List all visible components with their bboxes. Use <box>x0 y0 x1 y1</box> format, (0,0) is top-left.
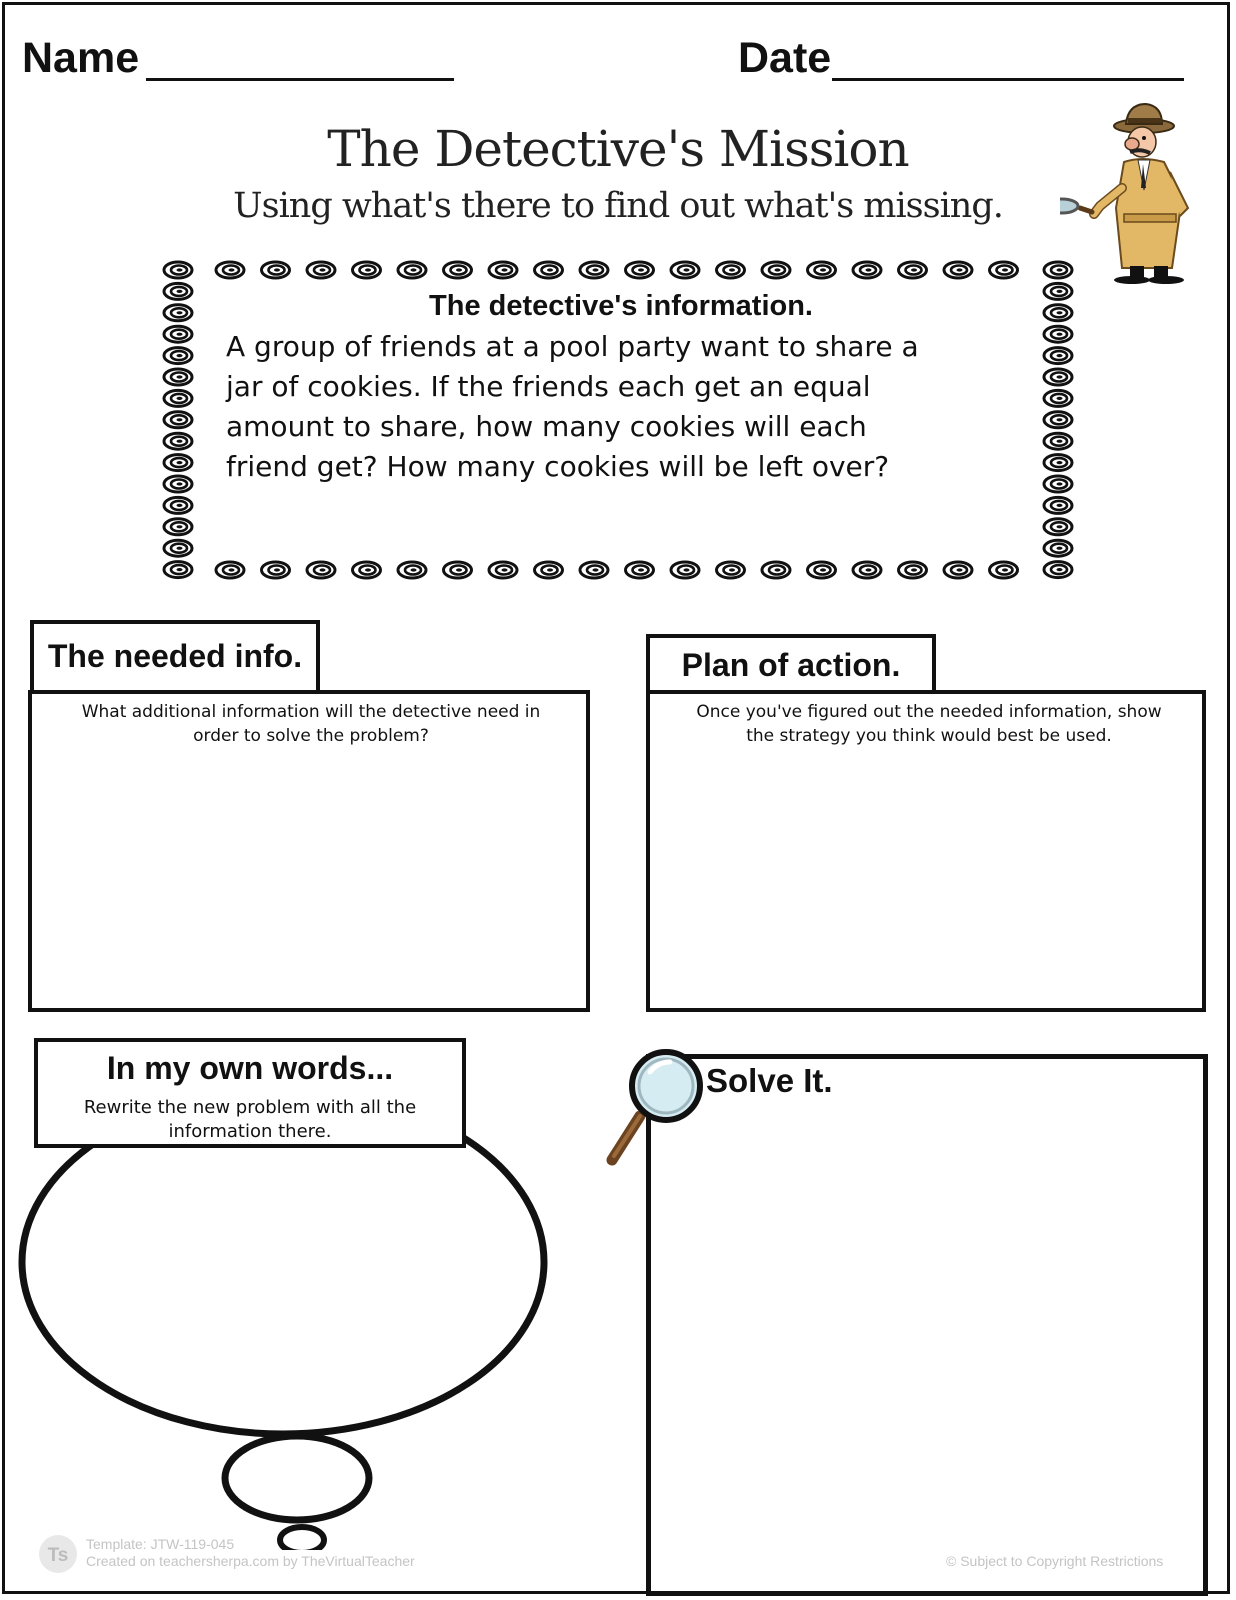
spiral-ornament <box>1044 433 1072 449</box>
spiral-ornament <box>164 497 192 513</box>
date-label: Date <box>738 34 832 82</box>
spiral-ornament <box>216 262 244 278</box>
spiral-ornament <box>164 262 192 278</box>
solve-it-box[interactable] <box>646 1054 1208 1596</box>
spiral-ornament <box>899 262 927 278</box>
spiral-ornament <box>899 562 927 578</box>
spiral-ornament <box>307 562 335 578</box>
spiral-ornament <box>262 262 290 278</box>
spiral-ornament <box>164 476 192 492</box>
spiral-ornament <box>808 262 836 278</box>
spiral-ornament <box>164 455 192 471</box>
spiral-ornament <box>164 369 192 385</box>
worksheet-title: The Detective's Mission <box>327 120 909 178</box>
spiral-ornament <box>1044 540 1072 556</box>
spiral-ornament <box>944 262 972 278</box>
spiral-ornament <box>1044 305 1072 321</box>
spiral-ornament <box>626 262 654 278</box>
thought-bubble-icon <box>0 1080 590 1550</box>
spiral-ornament <box>1044 497 1072 513</box>
spiral-ornament <box>1044 476 1072 492</box>
spiral-ornament <box>535 262 563 278</box>
info-line: friend get? How many cookies will be left over? <box>226 450 890 483</box>
worksheet-subtitle: Using what's there to find out what's missing. <box>233 186 1003 226</box>
spiral-ornament <box>762 562 790 578</box>
spiral-ornament <box>1044 326 1072 342</box>
spiral-ornament <box>353 562 381 578</box>
spiral-ornament <box>164 283 192 299</box>
prompt-line: What additional information will the detective need in <box>81 702 541 722</box>
spiral-ornament <box>444 262 472 278</box>
prompt-line: Once you've figured out the needed information, show <box>696 702 1162 722</box>
needed-info-prompt <box>38 700 584 748</box>
spiral-ornament <box>164 519 192 535</box>
created-by: Created on teachersherpa.com by TheVirtualTeacher <box>86 1553 415 1569</box>
info-line: jar of cookies. If the friends each get an equal <box>226 370 871 403</box>
plan-of-action-prompt <box>656 700 1202 748</box>
prompt-line: the strategy you think would best be used. <box>746 726 1112 746</box>
spiral-ornament <box>489 262 517 278</box>
spiral-ornament <box>717 562 745 578</box>
spiral-ornament <box>626 562 654 578</box>
spiral-ornament <box>1044 412 1072 428</box>
solve-it-title: Solve It. <box>706 1062 833 1099</box>
logo-text: Ts <box>47 1545 69 1566</box>
spiral-ornament <box>762 262 790 278</box>
spiral-ornament <box>853 262 881 278</box>
copyright-notice: © Subject to Copyright Restrictions <box>946 1553 1164 1569</box>
own-words-title: In my own words... <box>106 1050 394 1086</box>
prompt-line: order to solve the problem? <box>193 726 429 746</box>
spiral-ornament <box>164 348 192 364</box>
prompt-line: information there. <box>168 1121 332 1142</box>
spiral-ornament <box>1044 562 1072 578</box>
info-problem-text <box>226 327 1026 487</box>
spiral-ornament <box>164 540 192 556</box>
detective-icon <box>1060 98 1210 284</box>
teachersherpa-logo-icon <box>38 1534 78 1574</box>
spiral-ornament <box>808 562 836 578</box>
spiral-ornament <box>164 305 192 321</box>
info-heading: The detective's information. <box>429 290 813 322</box>
detective-information <box>226 290 1026 487</box>
spiral-ornament <box>535 562 563 578</box>
spiral-ornament <box>1044 348 1072 364</box>
spiral-ornament <box>262 562 290 578</box>
spiral-ornament <box>853 562 881 578</box>
spiral-ornament <box>944 562 972 578</box>
own-words-prompt <box>38 1096 462 1144</box>
spiral-ornament <box>489 562 517 578</box>
spiral-ornament <box>671 562 699 578</box>
magnifying-glass-icon <box>604 1046 714 1166</box>
spiral-ornament <box>444 562 472 578</box>
spiral-ornament <box>990 262 1018 278</box>
date-line[interactable] <box>832 78 1184 81</box>
spiral-ornament <box>671 262 699 278</box>
spiral-ornament <box>164 390 192 406</box>
info-line: A group of friends at a pool party want to share a <box>226 330 919 363</box>
spiral-ornament <box>1044 390 1072 406</box>
spiral-ornament <box>1044 262 1072 278</box>
plan-of-action-tab: Plan of action. <box>646 634 936 694</box>
spiral-ornament <box>164 326 192 342</box>
name-label: Name <box>22 34 140 82</box>
spiral-ornament <box>717 262 745 278</box>
spiral-ornament <box>1044 283 1072 299</box>
prompt-line: Rewrite the new problem with all the <box>83 1097 417 1118</box>
template-id: Template: JTW-119-045 <box>86 1536 235 1552</box>
spiral-ornament <box>353 262 381 278</box>
info-line: amount to share, how many cookies will each <box>226 410 867 443</box>
spiral-ornament <box>398 562 426 578</box>
spiral-ornament <box>164 412 192 428</box>
spiral-ornament <box>1044 519 1072 535</box>
spiral-ornament <box>580 262 608 278</box>
spiral-ornament <box>1044 369 1072 385</box>
spiral-ornament <box>307 262 335 278</box>
spiral-ornament <box>1044 455 1072 471</box>
spiral-ornament <box>216 562 244 578</box>
spiral-ornament <box>164 433 192 449</box>
spiral-ornament <box>164 562 192 578</box>
spiral-ornament <box>398 262 426 278</box>
name-line[interactable] <box>146 78 454 81</box>
spiral-ornament <box>580 562 608 578</box>
needed-info-tab: The needed info. <box>30 620 320 694</box>
spiral-ornament <box>990 562 1018 578</box>
